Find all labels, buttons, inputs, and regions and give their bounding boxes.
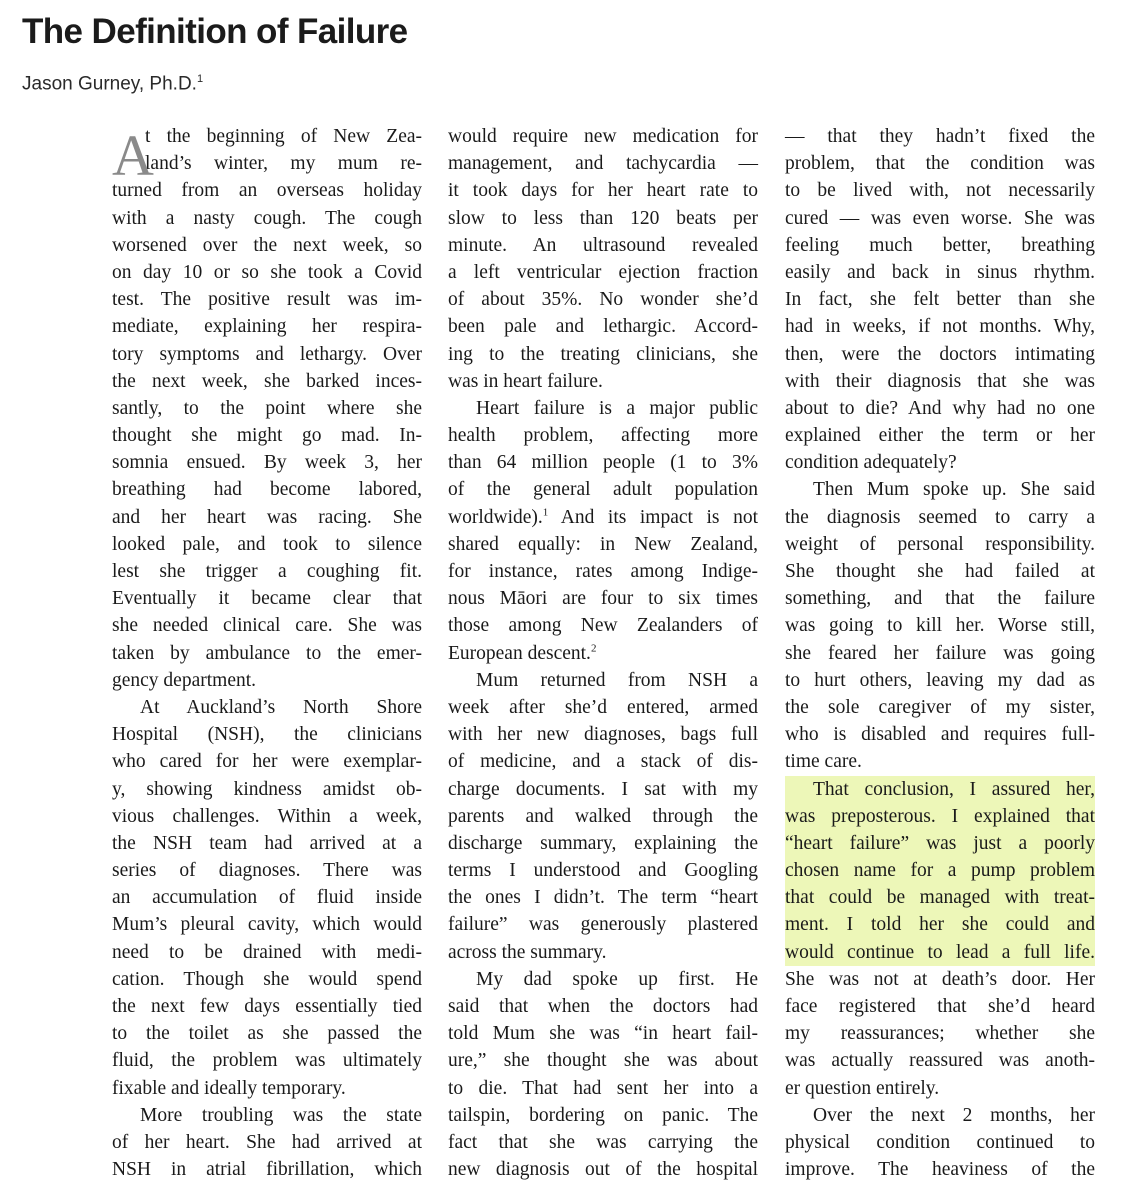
text-line: cured — was even worse. She was xyxy=(785,207,1095,229)
text-line: somnia ensued. By week 3, her xyxy=(112,452,422,474)
text-line: thought she might go mad. In- xyxy=(112,425,422,447)
text-line: the next week, she barked inces- xyxy=(112,370,422,392)
text-line: was in heart failure. xyxy=(448,370,603,392)
text-line: with her new diagnoses, bags full xyxy=(448,724,758,746)
text-line: er question entirely. xyxy=(785,1077,940,1099)
text-line: across the summary. xyxy=(448,941,607,963)
text-line: was actually reassured was anoth- xyxy=(785,1050,1095,1072)
text-column-3 xyxy=(785,123,1095,1183)
text-line: weight of personal responsibility. xyxy=(785,533,1095,555)
text-line: been pale and lethargic. Accord- xyxy=(448,316,758,338)
text-line: of her heart. She had arrived at xyxy=(112,1131,422,1153)
drop-cap: A xyxy=(112,123,154,188)
author-byline xyxy=(22,66,203,97)
text-line: improve. The heaviness of the xyxy=(785,1159,1095,1181)
text-line: gency department. xyxy=(112,669,257,691)
highlighted-text-line: that could be managed with treat- xyxy=(785,884,1095,911)
text-line: failure” was generously plastered xyxy=(448,914,758,936)
text-line: to be lived with, not necessarily xyxy=(785,180,1095,202)
author-name: Jason Gurney, Ph.D. xyxy=(22,73,197,95)
text-line: lest she trigger a coughing fit. xyxy=(112,561,422,582)
text-line: nous Māori are four to six times xyxy=(448,588,758,610)
text-line: something, and that the failure xyxy=(785,588,1095,610)
text-line: vious challenges. Within a week, xyxy=(112,805,422,827)
highlighted-text-line: That conclusion, I assured her, xyxy=(785,776,1095,803)
text-line: those among New Zealanders of xyxy=(448,615,758,637)
text-line: ure,” she thought she was about xyxy=(448,1050,758,1072)
text-line: More troubling was the state xyxy=(140,1104,422,1126)
text-line: health problem, affecting more xyxy=(448,425,758,447)
text-line: fixable and ideally temporary. xyxy=(112,1077,346,1099)
highlighted-text-line: chosen name for a pump problem xyxy=(785,857,1095,884)
text-line: land’s winter, my mum re- xyxy=(145,153,422,175)
text-line: explained either the term or her xyxy=(785,425,1095,447)
text-line: need to be drained with medi- xyxy=(112,941,422,963)
text-line: parents and walked through the xyxy=(448,805,758,827)
text-line: and her heart was racing. She xyxy=(112,506,422,528)
reference-marker: 1 xyxy=(542,506,549,519)
text-line: cation. Though she would spend xyxy=(112,968,422,990)
text-line: She thought she had failed at xyxy=(785,561,1095,582)
text-column-2 xyxy=(448,123,758,1183)
text-line: t the beginning of New Zea- xyxy=(145,126,422,147)
text-line: the next few days essentially tied xyxy=(112,996,422,1017)
text-line: a left ventricular ejection fraction xyxy=(448,261,758,283)
article-title: The Definition of Failure xyxy=(22,12,408,51)
text-line: minute. An ultrasound revealed xyxy=(448,234,758,256)
text-line: management, and tachycardia — xyxy=(448,153,758,175)
text-line: looked pale, and took to silence xyxy=(112,533,422,555)
highlighted-text-line: would continue to lead a full life. xyxy=(785,939,1095,966)
text-line: the NSH team had arrived at a xyxy=(112,832,422,854)
text-line: the sole caregiver of my sister, xyxy=(785,696,1095,718)
text-line: breathing had become labored, xyxy=(112,479,422,501)
text-line: ing to the treating clinicians, she xyxy=(448,343,758,365)
text-line: who cared for her were exemplar- xyxy=(112,751,422,773)
author-reference: 1 xyxy=(196,73,204,85)
text-line: problem, that the condition was xyxy=(785,153,1095,175)
text-line: santly, to the point where she xyxy=(112,397,422,419)
text-line: Then Mum spoke up. She said xyxy=(813,479,1095,501)
text-line: mediate, explaining her respira- xyxy=(112,316,422,338)
text-line: Mum’s pleural cavity, which would xyxy=(112,914,422,936)
text-line: to die. That had sent her into a xyxy=(448,1077,758,1099)
text-line: would require new medication for xyxy=(448,126,758,147)
text-line: Mum returned from NSH a xyxy=(476,669,758,691)
text-line: with their diagnosis that she was xyxy=(785,370,1095,392)
text-line: She was not at death’s door. Her xyxy=(785,968,1095,990)
text-fragment: European descent. xyxy=(448,642,591,664)
text-line: face registered that she’d heard xyxy=(785,996,1095,1017)
text-line: feeling much better, breathing xyxy=(785,234,1095,256)
text-line: fact that she was carrying the xyxy=(448,1131,758,1153)
text-line: At Auckland’s North Shore xyxy=(140,696,422,718)
text-line: she feared her failure was going xyxy=(785,642,1095,664)
text-line: series of diagnoses. There was xyxy=(112,860,422,882)
text-line: was going to kill her. Worse still, xyxy=(785,615,1095,637)
text-line: Hospital (NSH), the clinicians xyxy=(112,724,422,746)
text-line: worsened over the next week, so xyxy=(112,234,422,256)
text-line: Over the next 2 months, her xyxy=(813,1104,1095,1126)
text-line: terms I understood and Googling xyxy=(448,860,758,882)
text-line: to the toilet as she passed the xyxy=(112,1023,422,1045)
text-line: Heart failure is a major public xyxy=(476,397,758,419)
text-line: an accumulation of fluid inside xyxy=(112,887,422,909)
text-line: about to die? And why had no one xyxy=(785,397,1095,419)
text-line: had in weeks, if not months. Why, xyxy=(785,316,1095,338)
text-line: then, were the doctors intimating xyxy=(785,343,1095,365)
text-line: told Mum she was “in heart fail- xyxy=(448,1023,758,1045)
text-line: My dad spoke up first. He xyxy=(476,968,758,990)
text-line: new diagnosis out of the hospital xyxy=(448,1159,758,1181)
text-line: my reassurances; whether she xyxy=(785,1023,1095,1045)
text-line: who is disabled and requires full- xyxy=(785,724,1095,746)
text-line xyxy=(448,640,758,667)
text-line: it took days for her heart rate to xyxy=(448,180,758,202)
text-column-1 xyxy=(112,123,422,1183)
text-line: y, showing kindness amidst ob- xyxy=(112,778,422,800)
reference-marker: 2 xyxy=(590,642,597,655)
text-line: — that they hadn’t fixed the xyxy=(785,126,1095,147)
highlighted-text-line: was preposterous. I explained that xyxy=(785,803,1095,830)
text-line: discharge summary, explaining the xyxy=(448,832,758,854)
text-line: Eventually it became clear that xyxy=(112,588,422,610)
text-line: time care. xyxy=(785,751,862,773)
text-line: of medicine, and a stack of dis- xyxy=(448,751,758,773)
highlighted-text-line: “heart failure” was just a poorly xyxy=(785,830,1095,857)
text-line: for instance, rates among Indige- xyxy=(448,561,758,582)
text-line: week after she’d entered, armed xyxy=(448,696,758,718)
text-line: with a nasty cough. The cough xyxy=(112,207,422,229)
text-line: turned from an overseas holiday xyxy=(112,180,422,202)
text-line: of about 35%. No wonder she’d xyxy=(448,289,758,311)
text-line: she needed clinical care. She was xyxy=(112,615,422,637)
text-line: of the general adult population xyxy=(448,479,758,501)
text-line: NSH in atrial fibrillation, which xyxy=(112,1159,422,1181)
text-line: than 64 million people (1 to 3% xyxy=(448,452,758,474)
text-line: charge documents. I sat with my xyxy=(448,778,758,800)
text-line: taken by ambulance to the emer- xyxy=(112,642,422,664)
text-line: easily and back in sinus rhythm. xyxy=(785,261,1095,283)
text-line xyxy=(448,504,758,531)
text-line: condition adequately? xyxy=(785,452,957,474)
text-line: physical condition continued to xyxy=(785,1131,1095,1153)
text-line: on day 10 or so she took a Covid xyxy=(112,261,422,283)
text-line: shared equally: in New Zealand, xyxy=(448,533,758,555)
text-fragment: worldwide). xyxy=(448,506,543,528)
text-line: test. The positive result was im- xyxy=(112,289,422,311)
text-line: tory symptoms and lethargy. Over xyxy=(112,343,422,365)
text-line: the ones I didn’t. The term “heart xyxy=(448,887,758,909)
text-line: fluid, the problem was ultimately xyxy=(112,1050,422,1072)
text-line: In fact, she felt better than she xyxy=(785,289,1095,311)
text-line: slow to less than 120 beats per xyxy=(448,207,758,229)
text-line: the diagnosis seemed to carry a xyxy=(785,506,1095,528)
text-line: tailspin, bordering on panic. The xyxy=(448,1104,758,1126)
text-line: said that when the doctors had xyxy=(448,996,758,1017)
text-line: to hurt others, leaving my dad as xyxy=(785,669,1095,691)
text-fragment: And its impact is not xyxy=(548,506,758,528)
highlighted-text-line: ment. I told her she could and xyxy=(785,911,1095,938)
